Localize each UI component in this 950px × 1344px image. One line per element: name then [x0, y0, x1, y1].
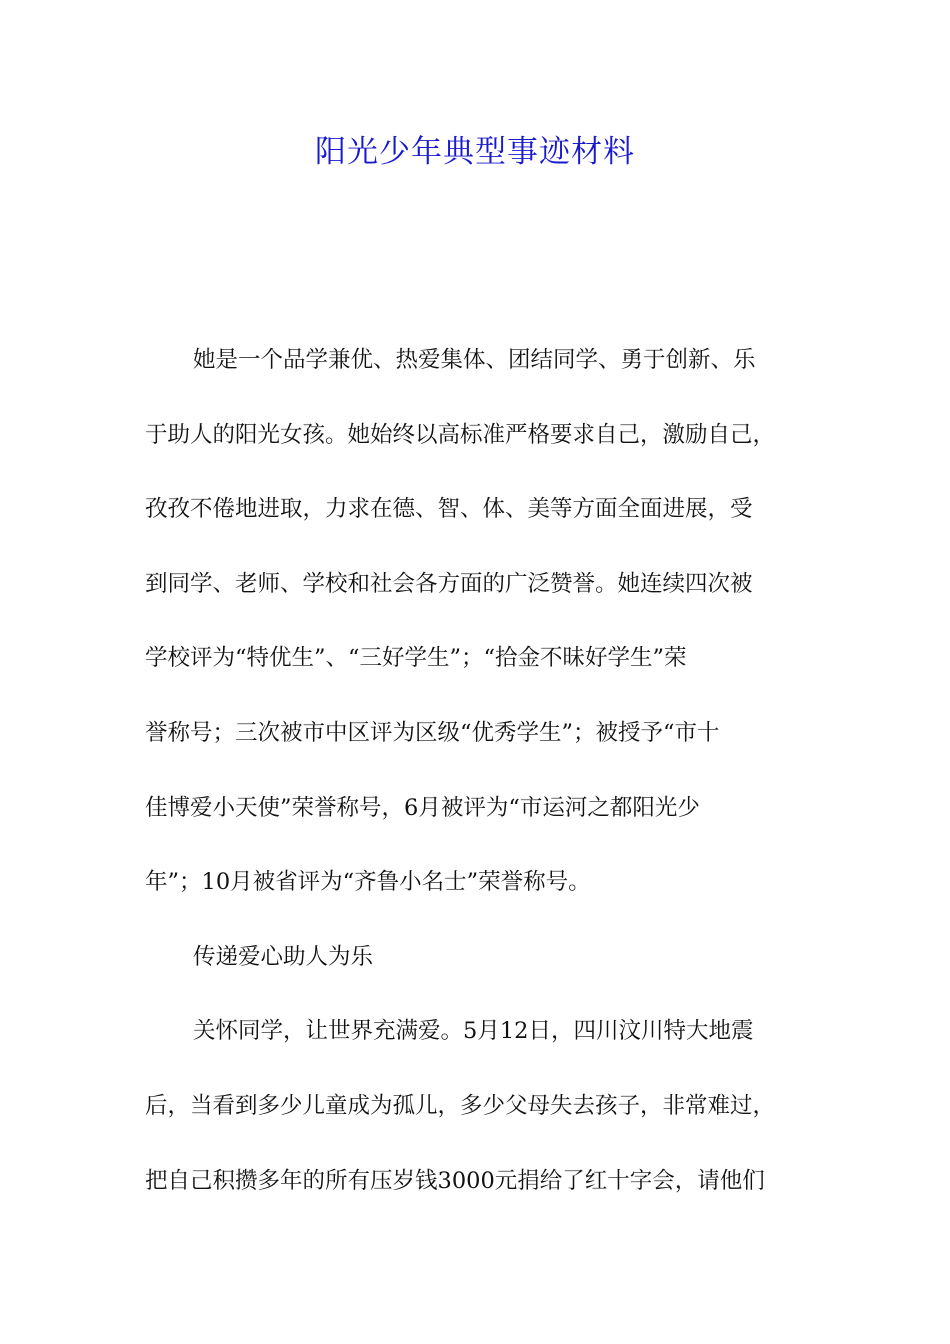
paragraph-line: 把自己积攒多年的所有压岁钱3000元捐给了红十字会，请他们 — [145, 1167, 765, 1194]
paragraph-line: 年”；10月被省评为“齐鲁小名士”荣誉称号。 — [145, 869, 591, 896]
paragraph-line: 到同学、老师、学校和社会各方面的广泛赞誉。她连续四次被 — [145, 570, 753, 597]
paragraph-line: 后，当看到多少儿童成为孤儿，多少父母失去孩子，非常难过， — [145, 1092, 776, 1119]
paragraph-line: 学校评为“特优生”、“三好学生”；“拾金不昧好学生”荣 — [145, 645, 687, 672]
paragraph-line: 于助人的阳光女孩。她始终以高标准严格要求自己，激励自己， — [145, 421, 776, 448]
paragraph-line: 誉称号；三次被市中区评为区级“优秀学生”；被授予“市十 — [145, 719, 720, 746]
paragraph-line: 孜孜不倦地进取，力求在德、智、体、美等方面全面进展，受 — [145, 496, 753, 523]
paragraph-line: 她是一个品学兼优、热爱集体、团结同学、勇于创新、乐 — [193, 347, 756, 373]
document-body — [145, 336, 820, 1231]
section-heading: 传递爱心助人为乐 — [193, 943, 374, 970]
paragraph-line: 关怀同学，让世界充满爱。5月12日，四川汶川特大地震 — [193, 1018, 754, 1045]
paragraph-line: 佳博爱小天使”荣誉称号，6月被评为“市运河之都阳光少 — [145, 794, 700, 821]
document-title: 阳光少年典型事迹材料 — [315, 134, 635, 170]
